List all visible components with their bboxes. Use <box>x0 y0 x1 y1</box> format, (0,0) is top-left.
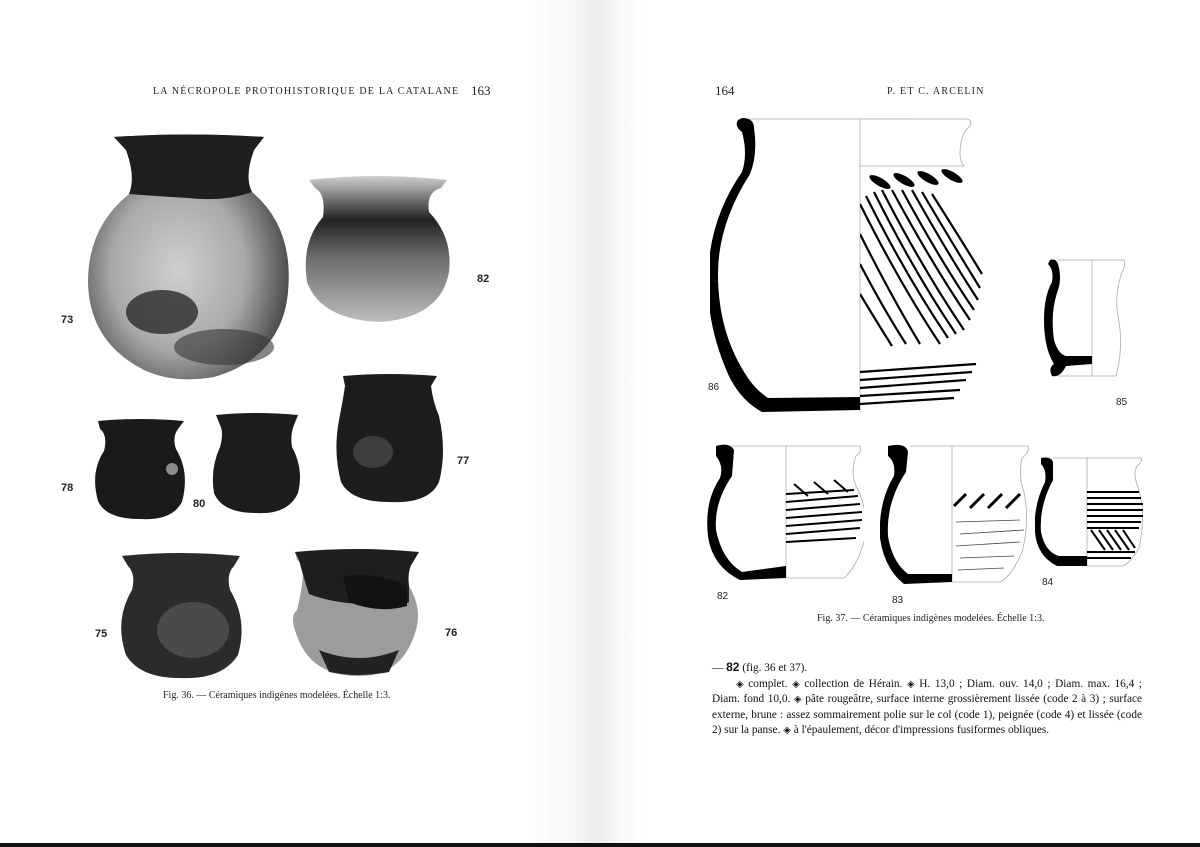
page-number-right: 164 <box>715 83 735 98</box>
pot-drawing-84 <box>1035 452 1145 570</box>
pot-drawing-86-decor <box>860 114 986 414</box>
pot-drawing-85 <box>1044 256 1130 382</box>
pot-photo-82 <box>301 172 451 324</box>
pot-photo-78 <box>92 417 188 521</box>
entry-collection: collection de Hérain. <box>804 677 903 690</box>
entry-body <box>712 677 1142 739</box>
pot-photo-77 <box>333 372 447 504</box>
bullet-icon: ◈ <box>792 678 800 690</box>
figure-label-76: 76 <box>445 627 458 639</box>
figure-caption-37: Fig. 37. — Céramiques indigènes modelées. Échelle 1:3. <box>817 613 1045 624</box>
figure-label-75: 75 <box>95 628 108 640</box>
pot-drawing-82 <box>704 442 864 582</box>
running-head-left: LA NÉCROPOLE PROTOHISTORIQUE DE LA CATALANE <box>153 86 460 97</box>
figure-label-82-photo: 82 <box>477 273 490 285</box>
bullet-icon: ◈ <box>906 678 915 690</box>
entry-decoration: à l'épaulement, décor d'impressions fusiformes obliques. <box>793 724 1050 736</box>
figure-label-85: 85 <box>1116 397 1128 408</box>
entry-dash: — <box>712 662 724 674</box>
figure-label-73: 73 <box>61 314 74 326</box>
figure-label-78: 78 <box>61 482 74 494</box>
entry-dimensions: H. 13,0 ; Diam. ouv. 14,0 ; Diam. max. 16,4 ; Diam. fond 10,0. <box>712 677 1143 705</box>
bullet-icon: ◈ <box>783 725 791 736</box>
figure-caption-36: Fig. 36. — Céramiques indigènes modelées. Échelle 1:3. <box>163 690 391 701</box>
running-head-right: P. ET C. ARCELIN <box>887 86 985 97</box>
figure-label-80: 80 <box>193 498 206 510</box>
pot-photo-75 <box>118 550 244 680</box>
entry-number: 82 <box>726 660 740 674</box>
figure-label-82-drawing: 82 <box>717 591 729 602</box>
entry-heading <box>712 660 1142 677</box>
page-number-left: 163 <box>471 83 491 98</box>
bullet-icon: ◈ <box>736 678 744 690</box>
entry-state: complet. <box>748 677 788 690</box>
catalogue-entry-82 <box>712 660 1142 739</box>
pot-photo-76 <box>289 546 425 678</box>
entry-fabric: pâte rougeâtre, surface interne grossièrement lissée (code 2 à 3) ; surface externe, brune : assez sommairement polie sur le col (code 1), peignée (code 4) et lissée (code 2) sur la panse. <box>712 693 1142 736</box>
figure-label-86: 86 <box>708 382 720 393</box>
figure-label-77: 77 <box>457 455 470 467</box>
pot-drawing-83 <box>880 442 1030 584</box>
bottom-edge <box>0 843 1200 847</box>
pot-photo-73 <box>84 132 292 382</box>
figure-label-84: 84 <box>1042 577 1054 588</box>
bullet-icon: ◈ <box>793 694 802 705</box>
left-page <box>0 0 598 843</box>
figure-label-83: 83 <box>892 595 904 606</box>
pot-photo-80 <box>208 411 304 515</box>
entry-reference: (fig. 36 et 37). <box>742 662 808 674</box>
